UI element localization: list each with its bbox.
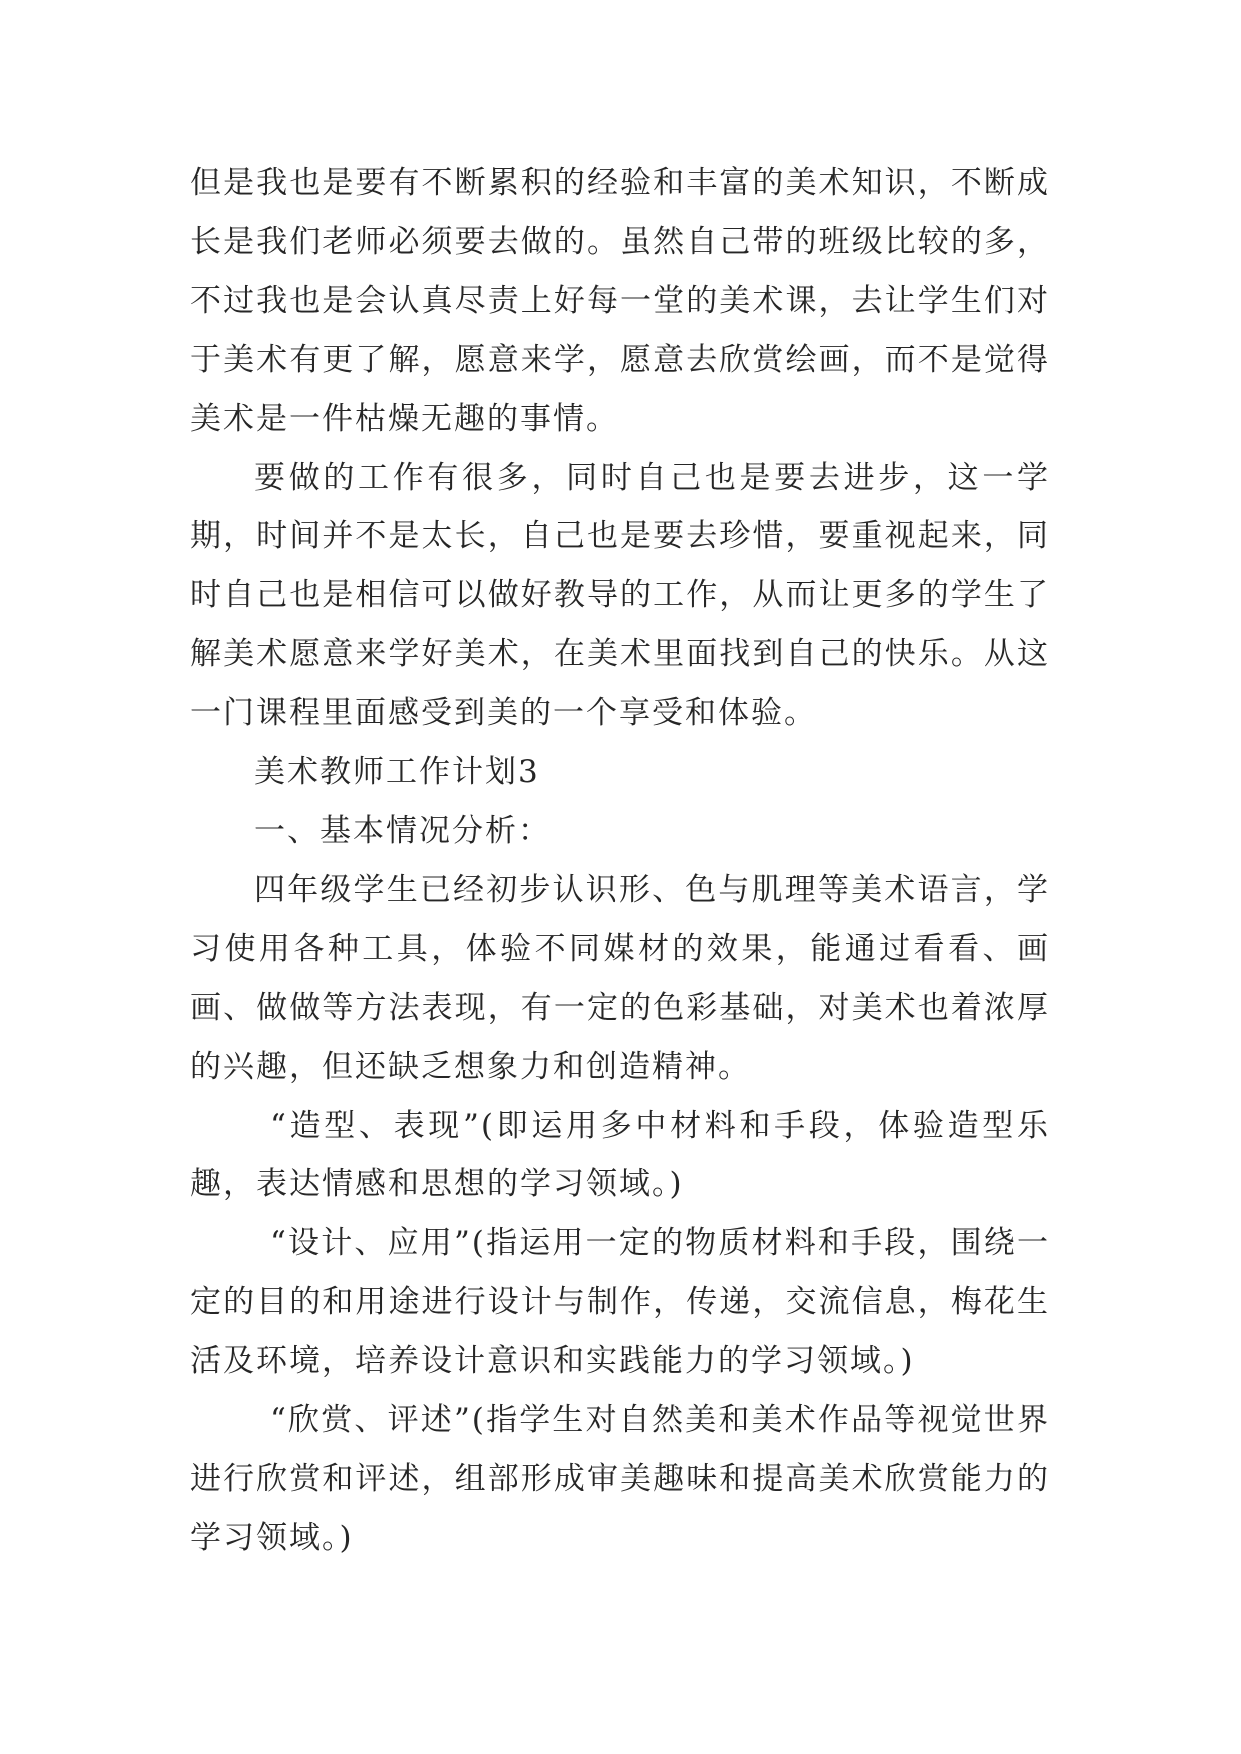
paragraph-modeling: “造型、表现”(即运用多中材料和手段，体验造型乐趣，表达情感和思想的学习领域。) xyxy=(190,1107,1050,1203)
paragraph-continuation: 但是我也是要有不断累积的经验和丰富的美术知识，不断成长是我们老师必须要去做的。虽然自己带的班级比较的多，不过我也是会认真尽责上好每一堂的美术课，去让学生们对于美术有更了解，愿意来学，愿意去欣赏绘画，而不是觉得美术是一件枯燥无趣的事情。 xyxy=(190,165,1050,437)
section-heading: 一、基本情况分析： xyxy=(254,812,551,849)
paragraph-design: “设计、应用”(指运用一定的物质材料和手段，围绕一定的目的和用途进行设计与制作，传递，交流信息，梅花生活及环境，培养设计意识和实践能力的学习领域。) xyxy=(190,1225,1050,1380)
paragraph-work-progress: 要做的工作有很多，同时自己也是要去进步，这一学期，时间并不是太长，自己也是要去珍惜，要重视起来，同时自己也是相信可以做好教导的工作，从而让更多的学生了解美术愿意来学好美术，在美术里面找到自己的快乐。从这一门课程里面感受到美的一个享受和体验。 xyxy=(190,459,1050,732)
section-title: 美术教师工作计划3 xyxy=(254,754,540,791)
paragraph-appreciation: “欣赏、评述”(指学生对自然美和美术作品等视觉世界进行欣赏和评述，组部形成审美趣味和提高美术欣赏能力的学习领域。) xyxy=(190,1402,1050,1556)
body-text xyxy=(190,154,1050,1568)
paragraph-analysis: 四年级学生已经初步认识形、色与肌理等美术语言，学习使用各种工具，体验不同媒材的效果，能通过看看、画画、做做等方法表现，有一定的色彩基础，对美术也着浓厚的兴趣，但还缺乏想象力和创造精神。 xyxy=(190,871,1050,1085)
